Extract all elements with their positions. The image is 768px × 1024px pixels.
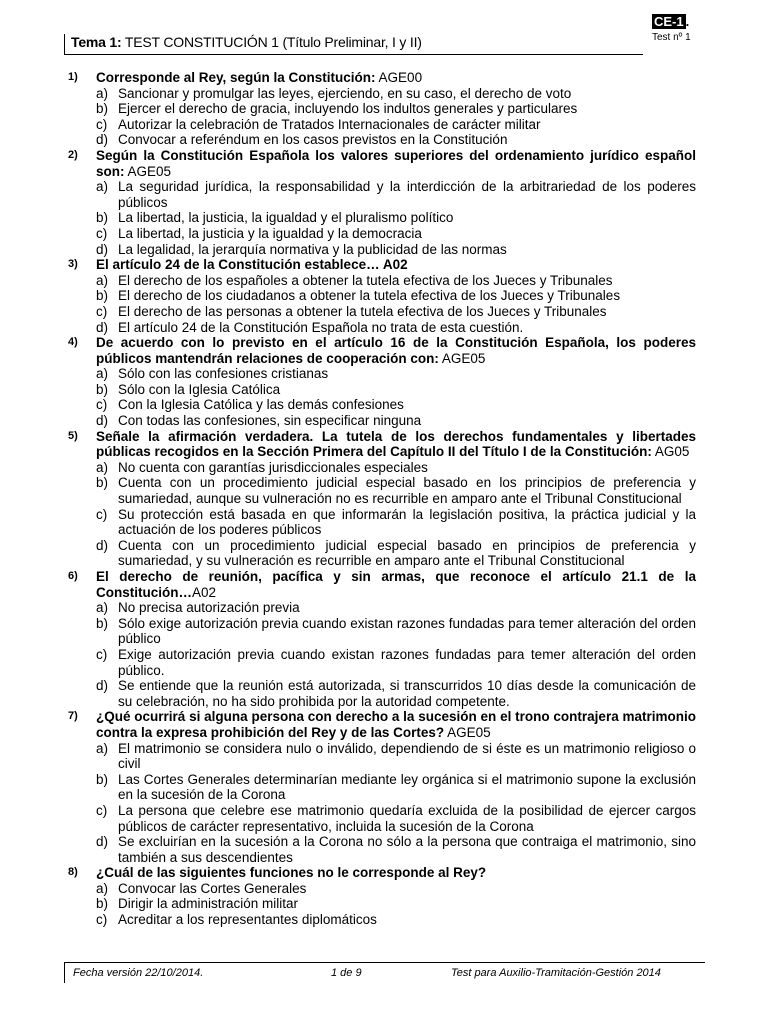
option-letter: c) [96, 397, 108, 413]
option-letter: a) [96, 880, 109, 896]
question-number: 5) [68, 429, 78, 442]
option-letter: a) [96, 179, 109, 195]
option-text: Sólo con las confesiones cristianas [118, 366, 329, 382]
test-title: TEST CONSTITUCIÓN 1 (Título Preliminar, I y II) [124, 34, 422, 50]
option-text: Ejercer el derecho de gracia, incluyendo los indultos generales y particulares [118, 101, 578, 117]
option-text: El derecho de los ciudadanos a obtener la tutela efectiva de los Jueces y Tribunales [118, 288, 621, 304]
answer-option [68, 475, 696, 506]
option-text: La persona que celebre ese matrimonio quedaría excluida de la posibilidad de ejercer cargos públicos de carácter representativo, incluida la sucesión de la Corona [118, 802, 696, 834]
option-text: Sancionar y promulgar las leyes, ejerciendo, en su caso, el derecho de voto [118, 85, 572, 101]
question-item [68, 569, 696, 709]
answer-option [68, 678, 696, 709]
option-letter: c) [96, 802, 108, 818]
answer-option [68, 86, 696, 102]
option-letter: d) [96, 132, 109, 148]
question-text [96, 335, 696, 366]
option-text: Se entiende que la reunión está autorizada, si transcurridos 10 días desde la comunicación de su celebración, no ha sido prohibida por la autoridad competente. [118, 678, 696, 709]
answer-option [68, 912, 696, 928]
question-source-tag: AGE05 [124, 163, 172, 179]
answer-option [68, 413, 696, 429]
answer-option [68, 507, 696, 538]
option-letter: b) [96, 381, 109, 397]
question-stem [68, 865, 696, 881]
option-text: El derecho de las personas a obtener la tutela efectiva de los Jueces y Tribunales [118, 303, 607, 319]
option-letter: b) [96, 896, 109, 912]
answer-option [68, 382, 696, 398]
question-number: 2) [68, 148, 78, 161]
option-text: No cuenta con garantías jurisdiccionales especiales [118, 459, 428, 475]
footer-page-number: 1 de 9 [331, 967, 362, 979]
badge-suffix: . [685, 14, 690, 29]
option-letter: d) [96, 834, 109, 850]
answer-option [68, 881, 696, 897]
question-number: 3) [68, 258, 78, 271]
header-title [71, 34, 422, 50]
option-letter: b) [96, 475, 109, 491]
answer-option [68, 210, 696, 226]
page-header [64, 14, 704, 52]
test-number: Test nº 1 [652, 32, 691, 43]
question-number: 8) [68, 866, 78, 879]
question-source-tag: A02 [192, 584, 217, 600]
option-letter: a) [96, 366, 109, 382]
question-text [96, 257, 696, 273]
option-text: No precisa autorización previa [118, 600, 300, 616]
option-text: Exige autorización previa cuando existan razones fundadas para temer alteración del orden público. [118, 646, 696, 678]
answer-option [68, 834, 696, 865]
option-letter: a) [96, 272, 109, 288]
question-stem [68, 709, 696, 740]
question-number: 7) [68, 710, 78, 723]
question-text [96, 429, 696, 460]
question-statement: ¿Qué ocurrirá si alguna persona con derecho a la sucesión en el trono contrajera matrimonio contra la expresa prohibición del Rey y de las Cortes? [96, 709, 696, 740]
question-item [68, 257, 696, 335]
question-source-tag: AGE05 [444, 724, 491, 740]
option-letter: b) [96, 615, 109, 631]
question-source-tag: AGE00 [375, 70, 423, 85]
answer-option [68, 101, 696, 117]
question-text [96, 569, 696, 600]
question-stem [68, 257, 696, 273]
answer-option [68, 460, 696, 476]
question-stem [68, 148, 696, 179]
option-letter: c) [96, 116, 108, 132]
option-text: Las Cortes Generales determinarían mediante ley orgánica si el matrimonio supone la exclusión en la sucesión de la Corona [118, 771, 696, 803]
tema-label: Tema 1: [71, 34, 122, 50]
question-source-tag: AG05 [651, 444, 690, 460]
option-text: El matrimonio se considera nulo o inválido, dependiendo de si éste es un matrimonio religioso o civil [118, 740, 696, 772]
question-item [68, 865, 696, 927]
question-stem [68, 569, 696, 600]
option-letter: d) [96, 241, 109, 257]
answer-option [68, 288, 696, 304]
answer-option [68, 896, 696, 912]
question-number: 6) [68, 570, 78, 582]
option-text: Autorizar la celebración de Tratados Internacionales de carácter militar [118, 116, 541, 132]
option-letter: b) [96, 288, 109, 304]
option-text: Sólo exige autorización previa cuando existan razones fundadas para temer alteración del orden público [118, 615, 696, 647]
option-letter: c) [96, 303, 108, 319]
option-letter: c) [96, 506, 108, 522]
question-source-tag: AGE05 [438, 350, 486, 366]
answer-option [68, 179, 696, 210]
answer-option [68, 538, 696, 569]
question-text [96, 148, 696, 179]
option-letter: a) [96, 600, 109, 616]
option-text: Se excluirían en la sucesión a la Corona no sólo a la persona que contraiga el matrimonio, sino también a sus descendientes [118, 834, 696, 865]
question-stem [68, 335, 696, 366]
answer-option [68, 616, 696, 647]
answer-option [68, 273, 696, 289]
question-text [96, 709, 696, 740]
page-footer [64, 962, 705, 983]
footer-course: Test para Auxilio-Tramitación-Gestión 2014 [451, 967, 661, 979]
option-text: Acreditar a los representantes diplomáticos [118, 912, 377, 928]
option-letter: d) [96, 678, 109, 694]
question-statement: Señale la afirmación verdadera. La tutela de los derechos fundamentales y libertades públicas recogidos en la Sección Primera del Capítulo II del Título I de la Constitución: [96, 428, 696, 460]
question-stem [68, 429, 696, 460]
question-item [68, 429, 696, 569]
option-letter: d) [96, 537, 109, 553]
question-statement: ¿Cuál de las siguientes funciones no le corresponde al Rey? [96, 865, 487, 881]
question-statement: Según la Constitución Española los valores superiores del ordenamiento jurídico español son: [96, 147, 696, 179]
question-item [68, 70, 696, 148]
answer-option [68, 242, 696, 258]
answer-option [68, 226, 696, 242]
option-text: Con todas las confesiones, sin especificar ninguna [118, 413, 422, 429]
question-number: 4) [68, 336, 78, 349]
answer-option [68, 117, 696, 133]
option-letter: b) [96, 101, 109, 117]
answer-option [68, 304, 696, 320]
option-letter: c) [96, 225, 108, 241]
option-letter: b) [96, 771, 109, 787]
question-statement: De acuerdo con lo previsto en el artículo 16 de la Constitución Española, los poderes públicos mantendrán relaciones de cooperación con: [96, 335, 696, 366]
option-text: El derecho de los españoles a obtener la tutela efectiva de los Jueces y Tribunales [118, 272, 613, 288]
code-badge: CE-1 [654, 14, 684, 29]
option-letter: a) [96, 740, 109, 756]
option-text: La legalidad, la jerarquía normativa y la publicidad de las normas [118, 241, 507, 257]
option-text: Su protección está basada en que informarán la legislación positiva, la práctica judicial y la actuación de los poderes públicos [118, 506, 696, 538]
question-item [68, 335, 696, 429]
answer-option [68, 600, 696, 616]
question-item [68, 148, 696, 257]
option-text: El artículo 24 de la Constitución Española no trata de esta cuestión. [118, 319, 524, 335]
option-letter: c) [96, 646, 108, 662]
option-text: Cuenta con un procedimiento judicial especial basado en los principios de preferencia y sumariedad, aunque su vulneración no es recurrible en amparo ante el Tribunal Constitucional [118, 475, 696, 507]
answer-option [68, 803, 696, 834]
option-text: Con la Iglesia Católica y las demás confesiones [118, 397, 404, 413]
option-letter: b) [96, 210, 109, 226]
option-letter: a) [96, 85, 109, 101]
option-text: Cuenta con un procedimiento judicial especial basado en principios de preferencia y sumariedad, y su vulneración es recurrible en amparo ante el Tribunal Constitucional [118, 537, 696, 569]
option-letter: d) [96, 319, 109, 335]
option-text: La seguridad jurídica, la responsabilidad y la interdicción de la arbitrariedad de los poderes públicos [118, 179, 696, 210]
option-text: Convocar a referéndum en los casos previstos en la Constitución [118, 132, 508, 148]
answer-option [68, 397, 696, 413]
option-text: La libertad, la justicia y la igualdad y la democracia [118, 225, 422, 241]
question-statement: El derecho de reunión, pacífica y sin armas, que reconoce el artículo 21.1 de la Constitución… [96, 569, 696, 600]
answer-option [68, 132, 696, 148]
option-letter: a) [96, 459, 109, 475]
header-title-box [64, 34, 643, 55]
option-text: Dirigir la administración militar [118, 896, 299, 912]
question-stem [68, 70, 696, 86]
option-letter: d) [96, 413, 109, 429]
answer-option [68, 366, 696, 382]
answer-option [68, 320, 696, 336]
question-item [68, 709, 696, 865]
questions-list [68, 70, 696, 928]
footer-version: Fecha versión 22/10/2014. [73, 967, 204, 979]
option-text: Sólo con la Iglesia Católica [118, 381, 281, 397]
question-statement: El artículo 24 de la Constitución establece… A02 [96, 257, 408, 273]
question-number: 1) [68, 71, 78, 83]
question-text [96, 70, 696, 86]
option-letter: c) [96, 912, 108, 928]
option-text: La libertad, la justicia, la igualdad y el pluralismo político [118, 210, 454, 226]
code-badge-wrap [652, 14, 689, 29]
answer-option [68, 647, 696, 678]
question-text [96, 865, 696, 881]
answer-option [68, 772, 696, 803]
question-statement: Corresponde al Rey, según la Constitución: [96, 70, 376, 85]
option-text: Convocar las Cortes Generales [118, 880, 307, 896]
answer-option [68, 741, 696, 772]
